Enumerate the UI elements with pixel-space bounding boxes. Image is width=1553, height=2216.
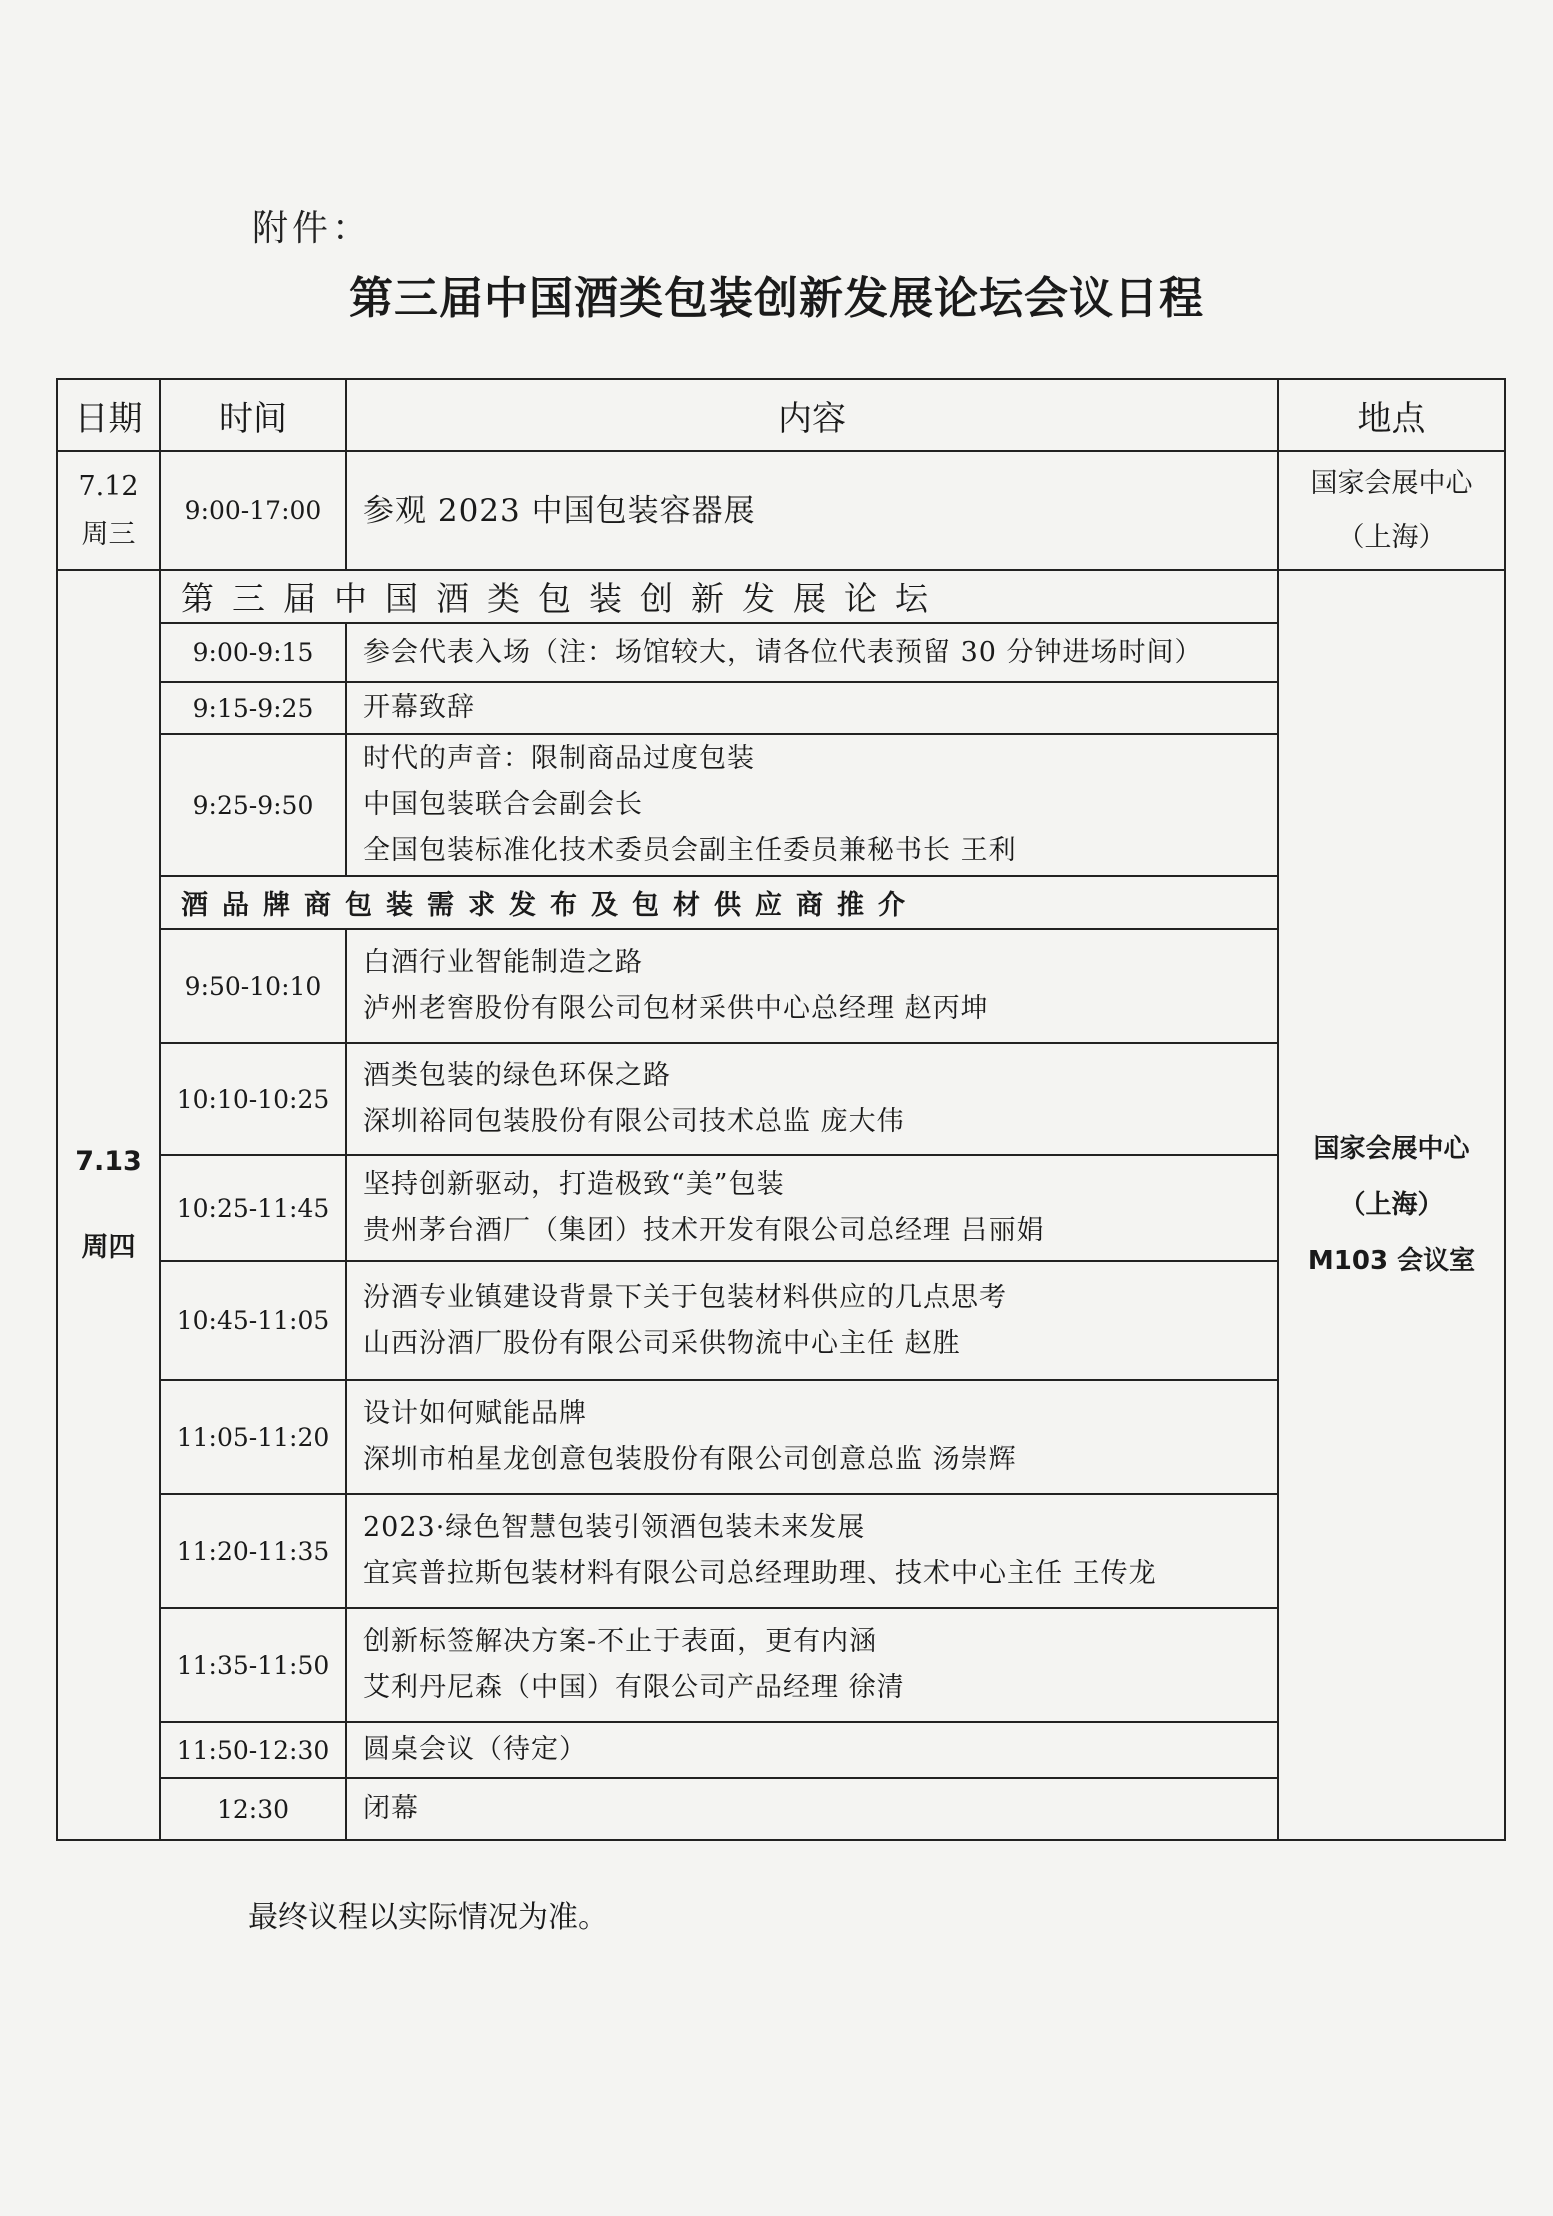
content-cell (346, 623, 1278, 682)
time-cell: 9:00-17:00 (160, 451, 346, 570)
time-cell: 12:30 (160, 1778, 346, 1840)
place-line: 国家会展中心 (1310, 467, 1473, 499)
date-value: 7.12 (78, 470, 139, 502)
content-line: 白酒行业智能制造之路 (363, 947, 643, 978)
section-row (57, 570, 1505, 623)
content-cell (346, 1722, 1278, 1778)
date-cell (57, 570, 160, 1840)
weekday-value: 周四 (81, 1232, 136, 1263)
content-line: 深圳裕同包装股份有限公司技术总监 庞大伟 (363, 1106, 905, 1137)
content-line: 中国包装联合会副会长 (363, 789, 643, 820)
content-line: 宜宾普拉斯包装材料有限公司总经理助理、技术中心主任 王传龙 (363, 1558, 1157, 1589)
content-cell (346, 1778, 1278, 1840)
place-line: （上海） (1337, 521, 1446, 553)
content-line: 参会代表入场（注：场馆较大，请各位代表预留 30 分钟进场时间） (363, 636, 1203, 668)
section-heading: 第三届中国酒类包装创新发展论坛 (160, 570, 1278, 623)
content-line: 坚持创新驱动，打造极致“美”包装 (363, 1169, 785, 1200)
time-cell: 11:20-11:35 (160, 1494, 346, 1608)
weekday-value: 周三 (81, 518, 136, 550)
content-cell: 参观 2023 中国包装容器展 (346, 451, 1278, 570)
content-line: 艾利丹尼森（中国）有限公司产品经理 徐清 (363, 1672, 905, 1703)
content-line: 圆桌会议（待定） (363, 1734, 587, 1765)
attachment-label: 附件： (252, 208, 373, 249)
content-cell (346, 682, 1278, 734)
content-line: 闭幕 (363, 1793, 419, 1824)
content-line: 开幕致辞 (363, 692, 475, 723)
date-cell (57, 451, 160, 570)
place-line: 国家会展中心 (1313, 1134, 1470, 1164)
time-cell: 9:50-10:10 (160, 929, 346, 1043)
content-cell (346, 1494, 1278, 1608)
content-line: 全国包装标准化技术委员会副主任委员兼秘书长 王利 (363, 835, 1017, 866)
header-content: 内容 (346, 379, 1278, 451)
time-cell: 9:15-9:25 (160, 682, 346, 734)
content-cell (346, 1155, 1278, 1261)
time-cell: 9:00-9:15 (160, 623, 346, 682)
content-line: 深圳市柏星龙创意包装股份有限公司创意总监 汤崇辉 (363, 1444, 1017, 1475)
header-time: 时间 (160, 379, 346, 451)
content-line: 时代的声音：限制商品过度包装 (363, 743, 755, 774)
table-row (57, 451, 1505, 570)
schedule-table (56, 378, 1506, 1841)
time-cell: 11:50-12:30 (160, 1722, 346, 1778)
place-line: （上海） (1339, 1190, 1444, 1220)
footer-note: 最终议程以实际情况为准。 (248, 1900, 608, 1935)
content-cell (346, 1380, 1278, 1494)
section-heading: 酒品牌商包装需求发布及包材供应商推介 (160, 876, 1278, 929)
content-line: 贵州茅台酒厂（集团）技术开发有限公司总经理 吕丽娟 (363, 1215, 1045, 1246)
date-value: 7.13 (75, 1146, 142, 1177)
time-cell: 11:05-11:20 (160, 1380, 346, 1494)
content-line: 汾酒专业镇建设背景下关于包装材料供应的几点思考 (363, 1281, 1007, 1313)
place-cell (1278, 451, 1505, 570)
place-cell (1278, 570, 1505, 1840)
time-cell: 11:35-11:50 (160, 1608, 346, 1722)
content-cell (346, 929, 1278, 1043)
content-line: 创新标签解决方案-不止于表面，更有内涵 (363, 1626, 878, 1657)
content-cell (346, 1261, 1278, 1380)
time-cell: 9:25-9:50 (160, 734, 346, 876)
header-row (57, 379, 1505, 451)
content-line: 山西汾酒厂股份有限公司采供物流中心主任 赵胜 (363, 1327, 961, 1359)
content-line: 酒类包装的绿色环保之路 (363, 1060, 671, 1091)
content-line: 泸州老窖股份有限公司包材采供中心总经理 赵丙坤 (363, 993, 989, 1024)
content-line: 设计如何赋能品牌 (363, 1398, 587, 1429)
content-cell (346, 734, 1278, 876)
content-line: 2023·绿色智慧包装引领酒包装未来发展 (363, 1512, 866, 1543)
page-title: 第三届中国酒类包装创新发展论坛会议日程 (349, 273, 1204, 324)
content-cell (346, 1608, 1278, 1722)
place-line: M103 会议室 (1307, 1246, 1476, 1276)
header-date: 日期 (57, 379, 160, 451)
content-cell (346, 1043, 1278, 1155)
time-cell: 10:10-10:25 (160, 1043, 346, 1155)
time-cell: 10:45-11:05 (160, 1261, 346, 1380)
time-cell: 10:25-11:45 (160, 1155, 346, 1261)
header-place: 地点 (1278, 379, 1505, 451)
